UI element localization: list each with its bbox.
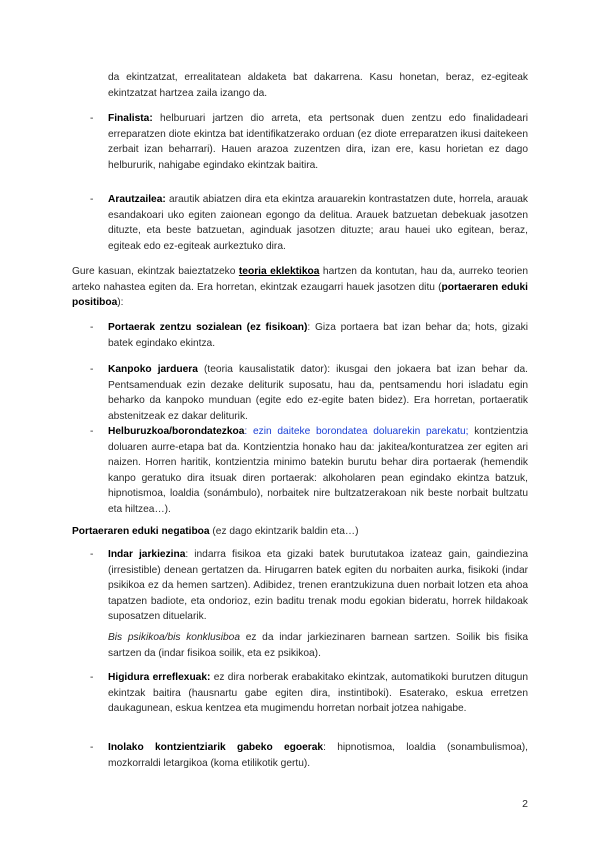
term: Helburuzkoa/borondatezkoa	[108, 426, 245, 437]
term: Inolako kontzientziarik gabeko egoerak	[108, 742, 324, 753]
description: helburuari jartzen dio arreta, eta pertsonak duen zentzu edo finalidadeari erreparatzen diote ekintza bat identifikatzerako orduan (ez diote erreparatzen ikusi daitekeen zerbait izan beharrari). Hauen arazoa zuzentzen dira, izan ere, kasu horietan ez dago helbururik, nahigabe egindako ekintzak baitira.	[108, 113, 528, 171]
text: (ez dago ekintzarik baldin eta…)	[209, 526, 359, 537]
term: portaeraren eduki positiboa	[72, 281, 528, 309]
section-heading	[72, 524, 528, 540]
text: Gure kasuan, ekintzak baieztatzeko	[72, 266, 239, 277]
description: : hipnotismoa, loaldia (sonambulismoa), mozkorraldi letargikoa (koma etilikotik gertu).	[108, 742, 528, 769]
term: Kanpoko jarduera	[108, 364, 198, 375]
italic-term: Bis psikikoa/bis konklusiboa	[108, 632, 241, 643]
term: Indar jarkiezina	[108, 549, 186, 560]
term: Higidura erreflexuak:	[108, 672, 211, 683]
description: (teoria kausalistatik dator): ikusgai den jokaera bat izan behar da. Pentsamenduak ezin dezake deliturik suposatu, hau da, pentsamendu hori isladatu egin beharko da kanpoko munduan (egite edo ez-egite baten bidez). Era horretan, portaeratik abstenitzeak ez dakar deliturik.	[108, 364, 528, 422]
description: ez dira norberak erabakitako ekintzak, automatikoki burutzen ditugun ekintzak baitira (hausnartu gabe egiten dira, instintiboki). Esaterako, eskua erretzen daukagunean, eskua kentzea eta mugimendu horretan norbait jotzea nahigabe.	[108, 672, 528, 715]
description: : indarra fisikoa eta gizaki batek burututakoa izateaz gain, gaindiezina (irresistible) denean gertatzen da. Hirugarren batek egiten du norbaiten aurka, fisikoki (indar psikikoa ez da hemen sartzen). Adibidez, trenen erantzukizuna duen norbait lotzen eta ahoa tapatzen badiote, eta ondorioz, ezin baditu trenak modu egokian bideratu, horrek hildakoak suposatzen dituelarik.	[108, 549, 528, 623]
description: kontzientzia doluaren aurre-etapa bat da. Kontzientzia honako hau da: jakitea/konturatzea zer egiten ari naizen. Horren haritik, kontzientzia minimo batekin burutu behar dira portaerak (hemendik kanpo geratuko dira itsuak diren portaerak: alkoholaren pean egindako ekintza batzuk, hipnotismoa, loaldia (sonámbulo), norbaitek nire bultzatzerakoan nik beste norbait bultzatu eta hiltzea…).	[108, 426, 528, 515]
list-item-text	[108, 547, 528, 625]
term: Arautzailea:	[108, 194, 166, 205]
list-item-text	[108, 424, 528, 518]
list-item-text	[108, 740, 528, 771]
highlighted-text: : ezin daiteke borondatea doluarekin parekatu;	[244, 426, 469, 437]
list-dash: -	[90, 549, 94, 560]
list-dash: -	[90, 322, 94, 333]
description: arautik abiatzen dira eta ekintza arauarekin kontrastatzen dute, horrela, arauak esandakoari uko egiten zaionean egongo da delitua. Arauek batzuetan debekuak jasotzen dituzte, eta beste batzuetan, aginduak jasotzen dituzte; arau hauei uko egitean, beraz, egiteak edo ez-egiteak aurkeztuko dira.	[108, 194, 528, 252]
text: ez da indar jarkiezinaren barnean sartzen. Soilik bis fisika sartzen da (indar fisikoa soilik, eta ez psikikoa).	[108, 632, 528, 659]
list-dash: -	[90, 426, 94, 437]
text: hartzen da kontutan, hau da, aurreko teorien arteko nahastea egiten da. Era horretan, ekintzak ezaugarri hauek jasotzen ditu (	[72, 266, 528, 293]
list-dash: -	[90, 364, 94, 375]
list-item-text	[108, 362, 528, 424]
intro-continuation: da ekintzatzat, errealitatean aldaketa bat dakarrena. Kasu honetan, beraz, ez-egiteak ekintzatzat hartzea zaila izango da.	[108, 72, 528, 99]
list-item-text	[108, 111, 528, 173]
note-paragraph	[108, 630, 528, 661]
term: Portaerak zentzu sozialean (ez fisikoan)	[108, 322, 308, 333]
heading: Portaeraren eduki negatiboa	[72, 526, 210, 537]
text: ):	[117, 297, 124, 309]
page-number: 2	[522, 798, 528, 810]
list-dash: -	[90, 672, 94, 683]
list-item-text	[108, 670, 528, 717]
term: teoria eklektikoa	[238, 266, 320, 277]
description: : Giza portaera bat izan behar da; hots, gizaki batek egindako ekintza.	[108, 322, 528, 349]
list-dash: -	[90, 194, 94, 205]
paragraph-eklektikoa	[72, 264, 528, 311]
term: Finalista:	[108, 113, 153, 124]
list-item-text	[108, 320, 528, 351]
list-item-text	[108, 192, 528, 254]
list-dash: -	[90, 742, 94, 753]
list-dash: -	[90, 113, 94, 124]
